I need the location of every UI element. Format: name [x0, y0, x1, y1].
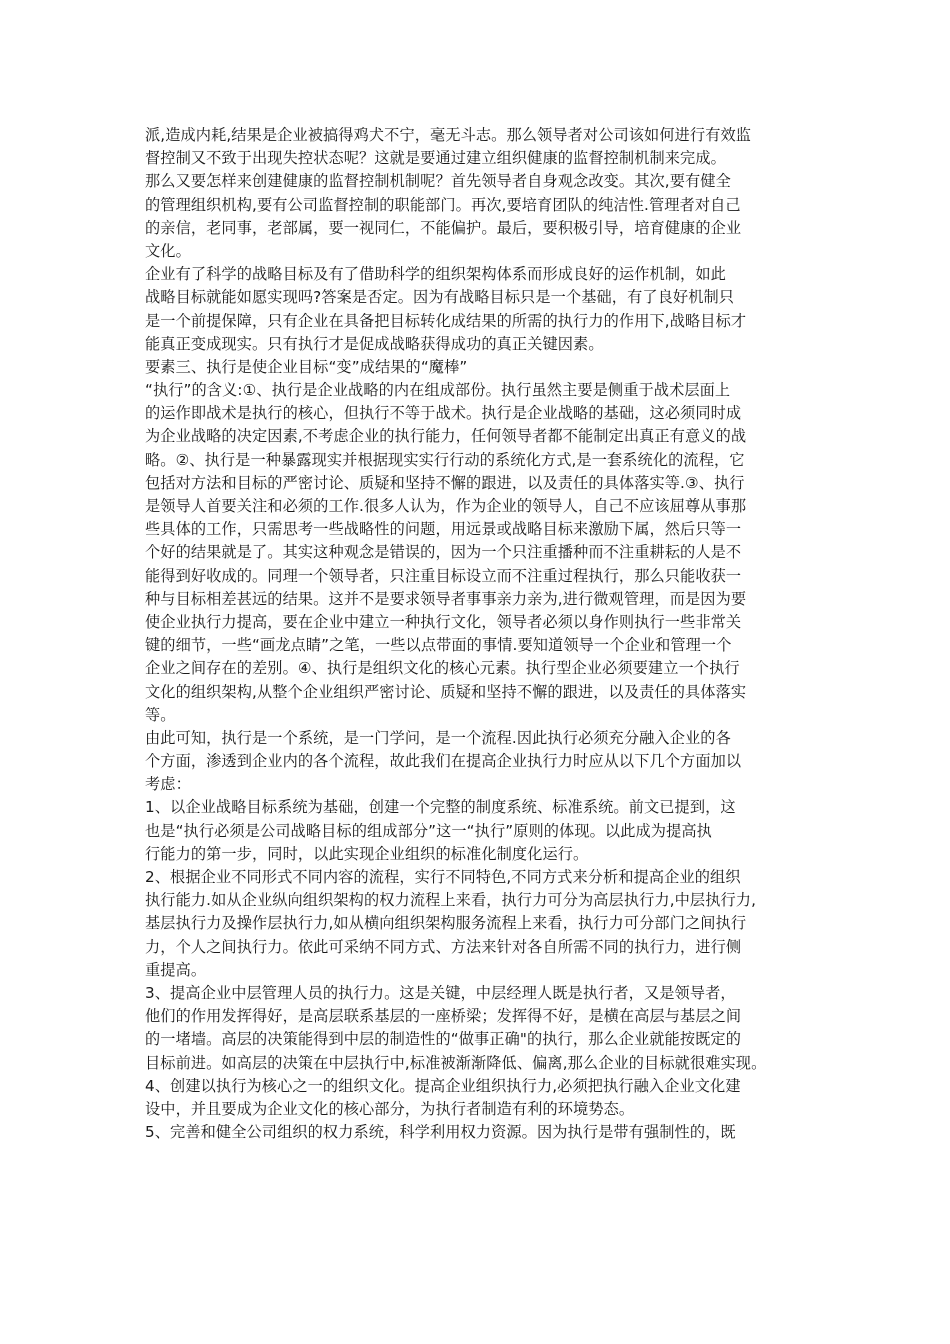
text-line: 能真正变成现实。只有执行才是促成战略获得成功的真正关键因素。 [145, 334, 604, 353]
text-line: 个好的结果就是了。其实这种观念是错误的，因为一个只注重播种而不注重耕耘的人是不 [145, 543, 742, 562]
text-line: 的一堵墙。高层的决策能得到中层的制造性的“做事正确"的执行，那么企业就能按既定的 [145, 1030, 741, 1049]
text-line: 个方面，渗透到企业内的各个流程，故此我们在提高企业执行力时应从以下几个方面加以 [145, 752, 742, 771]
text-line: 派,造成内耗,结果是企业被搞得鸡犬不宁，毫无斗志。那么领导者对公司该如何进行有效监 [145, 126, 752, 144]
text-line: “执行”的含义:①、执行是企业战略的内在组成部份。执行虽然主要是侧重于战术层面上 [145, 381, 731, 400]
text-line: 包括对方法和目标的严密讨论、质疑和坚持不懈的跟进，以及责任的具体落实等.③、执行 [145, 473, 745, 492]
text-line: 使企业执行力提高，要在企业中建立一种执行文化，领导者必须以身作则执行一些非常关 [145, 612, 742, 631]
text-line: 为企业战略的决定因素,不考虑企业的执行能力，任何领导者都不能制定出真正有意义的战 [145, 427, 747, 446]
text-line: 战略目标就能如愿实现吗?答案是否定。因为有战略目标只是一个基础，有了良好机制只 [145, 288, 735, 307]
text-line: 企业有了科学的战略目标及有了借助科学的组织架构体系而形成良好的运作机制，如此 [145, 265, 726, 284]
text-line: 略。②、执行是一种暴露现实并根据现实实行行动的系统化方式,是一套系统化的流程，它 [145, 450, 745, 469]
section-heading: 要素三、执行是使企业目标“变”成结果的“魔棒” [145, 357, 468, 376]
text-line: 由此可知，执行是一个系统，是一门学问，是一个流程.因此执行必须充分融入企业的各 [145, 728, 731, 747]
text-line: 的管理组织机构,要有公司监督控制的职能部门。再次,要培育团队的纯洁性.管理者对自己 [145, 195, 741, 214]
list-item-2: 2、根据企业不同形式不同内容的流程，实行不同特色,不同方式来分析和提高企业的组织 [145, 868, 741, 886]
list-item-3: 3、提高企业中层管理人员的执行力。这是关键，中层经理人既是执行者，又是领导者， [145, 983, 736, 1002]
text-line: 企业之间存在的差别。④、执行是组织文化的核心元素。执行型企业必须要建立一个执行 [145, 659, 740, 678]
text-line: 基层执行力及操作层执行力,如从横向组织架构服务流程上来看，执行力可分部门之间执行 [145, 914, 747, 933]
text-line: 的运作即战术是执行的核心，但执行不等于战术。执行是企业战略的基础，这必须同时成 [145, 404, 742, 423]
text-line: 是领导人首要关注和必须的工作.很多人认为，作为企业的领导人，自己不应该屈尊从事那 [145, 497, 747, 515]
text-line: 也是“执行必须是公司战略目标的组成部分”这一“执行”原则的体现。以此成为提高执 [145, 821, 712, 840]
text-line: 他们的作用发挥得好，是高层联系基层的一座桥梁；发挥得不好，是横在高层与基层之间 [145, 1007, 742, 1026]
text-line: 那么又要怎样来创建健康的监督控制机制呢？首先领导者自身观念改变。其次,要有健全 [145, 172, 731, 191]
text-line: 等。 [145, 705, 176, 724]
text-line: 是一个前提保障，只有企业在具备把目标转化成结果的所需的执行力的作用下,战略目标才 [145, 311, 747, 330]
text-line: 考虑： [145, 775, 191, 794]
text-line: 文化的组织架构,从整个企业组织严密讨论、质疑和坚持不懈的跟进，以及责任的具体落实 [145, 682, 747, 701]
text-line: 重提高。 [145, 960, 207, 979]
list-item-5: 5、完善和健全公司组织的权力系统，科学利用权力资源。因为执行是带有强制性的，既 [145, 1123, 736, 1142]
text-line: 些具体的工作，只需思考一些战略性的问题，用远景或战略目标来激励下属，然后只等一 [145, 520, 742, 539]
text-line: 种与目标相差甚远的结果。这并不是要求领导者事事亲力亲为,进行微观管理，而是因为要 [145, 589, 747, 608]
text-line: 力，个人之间执行力。依此可采纳不同方式、方法来针对各自所需不同的执行力，进行侧 [145, 937, 742, 956]
text-line: 的亲信，老同事，老部属，要一视同仁，不能偏护。最后，要积极引导，培育健康的企业 [145, 218, 742, 237]
text-line: 设中，并且要成为企业文化的核心部分，为执行者制造有利的环境势态。 [145, 1099, 635, 1118]
text-line: 执行能力.如从企业纵向组织架构的权力流程上来看，执行力可分为高层执行力,中层执行力, [145, 891, 756, 910]
text-line: 能得到好收成的。同理一个领导者，只注重目标设立而不注重过程执行，那么只能收获一 [145, 566, 742, 585]
text-line: 目标前进。如高层的决策在中层执行中,标准被渐渐降低、偏离,那么企业的目标就很难实现。 [145, 1053, 767, 1072]
text-line: 督控制又不致于出现失控状态呢？这就是要通过建立组织健康的监督控制机制来完成。 [145, 149, 726, 168]
text-line: 文化。 [145, 241, 191, 260]
document-body [145, 124, 825, 1144]
text-line: 键的细节，一些“画龙点睛”之笔，一些以点带面的事情.要知道领导一个企业和管理一个 [145, 636, 732, 655]
list-item-4: 4、创建以执行为核心之一的组织文化。提高企业组织执行力,必须把执行融入企业文化建 [145, 1076, 741, 1095]
list-item-1: 1、以企业战略目标系统为基础，创建一个完整的制度系统、标准系统。前文已提到，这 [145, 798, 736, 817]
text-line: 行能力的第一步，同时，以此实现企业组织的标准化制度化运行。 [145, 844, 589, 863]
